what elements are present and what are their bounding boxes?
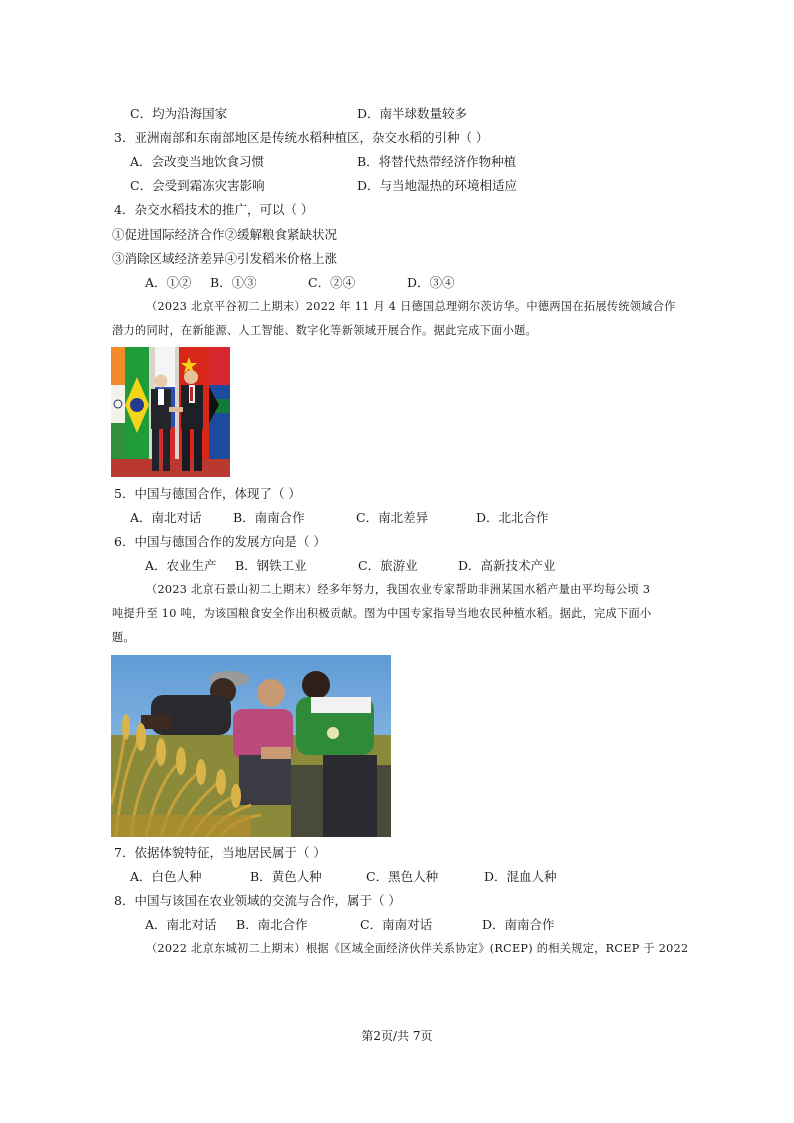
q3-stem: 3．亚洲南部和东南部地区是传统水稻种植区，杂交水稻的引种（ ） [114,130,489,145]
q8-option-b: B．南北合作 [236,917,308,932]
q8-option-c: C．南南对话 [360,917,433,932]
q7-option-a: A．白色人种 [130,869,202,884]
q6-option-d: D．高新技术产业 [458,558,556,573]
q5-option-a: A．南北对话 [130,510,202,525]
q6-stem: 6．中国与德国合作的发展方向是（ ） [114,534,326,549]
rice-field-photo [111,655,391,837]
q5-option-d: D．北北合作 [476,510,549,525]
q4-option-c: C．②④ [308,275,356,290]
intro-2-line-1: （2023 北京石景山初二上期末）经多年努力，我国农业专家帮助非洲某国水稻产量由平均每公顷 3 [146,583,651,596]
q4-stem: 4．杂交水稻技术的推广，可以（ ） [114,202,314,217]
q5-option-c: C．南北差异 [356,510,429,525]
q4-statement-line-2: ③消除区域经济差异④引发稻米价格上涨 [112,251,338,266]
q7-option-b: B．黄色人种 [250,869,322,884]
q8-option-d: D．南南合作 [482,917,555,932]
q3-option-d: D．与当地湿热的环境相适应 [357,178,518,193]
q7-option-d: D．混血人种 [484,869,557,884]
q3-option-c: C．会受到霜冻灾害影响 [130,178,265,193]
q6-option-b: B．钢铁工业 [235,558,307,573]
q5-option-b: B．南南合作 [233,510,305,525]
q4-option-a: A．①② [145,275,192,290]
intro-1-line-2: 潜力的同时，在新能源、人工智能、数字化等新领域开展合作。据此完成下面小题。 [112,324,538,337]
q6-option-a: A．农业生产 [145,558,217,573]
q4-statement-line-1: ①促进国际经济合作②缓解粮食紧缺状况 [112,227,338,242]
q7-option-c: C．黑色人种 [366,869,439,884]
q6-option-c: C．旅游业 [358,558,418,573]
q2-option-d: D．南半球数量较多 [357,106,468,121]
q4-option-b: B．①③ [210,275,257,290]
q2-option-c: C．均为沿海国家 [130,106,228,121]
q8-stem: 8．中国与该国在农业领域的交流与合作，属于（ ） [114,893,401,908]
q3-option-a: A．会改变当地饮食习惯 [130,154,265,169]
q7-stem: 7．依据体貌特征，当地居民属于（ ） [114,845,326,860]
intro-2-line-3: 题。 [112,631,135,644]
q5-stem: 5．中国与德国合作，体现了（ ） [114,486,301,501]
q8-option-a: A．南北对话 [145,917,217,932]
intro-1-line-1: （2023 北京平谷初二上期末）2022 年 11 月 4 日德国总理朔尔茨访华。中德两国在拓展传统领域合作 [146,300,676,313]
intro-3-line-1: （2022 北京东城初二上期末）根据《区域全面经济伙伴关系协定》(RCEP) 的相关规定，RCEP 于 2022 [146,942,689,955]
intro-2-line-2: 吨提升至 10 吨，为该国粮食安全作出积极贡献。图为中国专家指导当地农民种植水稻。据此，完成下面小 [112,607,652,620]
q3-option-b: B．将替代热带经济作物种植 [357,154,517,169]
q4-option-d: D．③④ [407,275,455,290]
page-number-footer: 第2页/共 7页 [361,1029,433,1043]
handshake-photo [111,347,230,477]
